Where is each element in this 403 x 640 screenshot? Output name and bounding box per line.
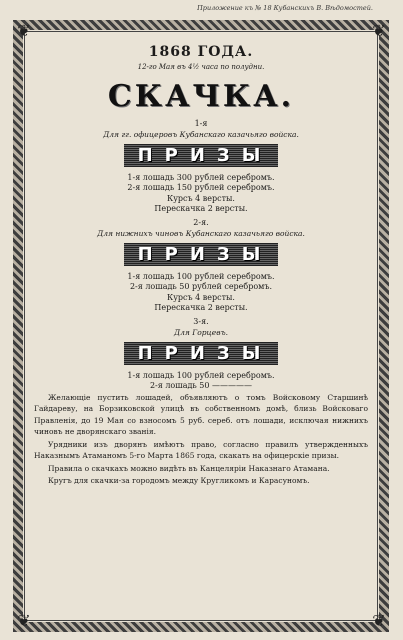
race-subtitle: Для Горцевъ.	[174, 328, 228, 337]
poster-title: СКАЧКА.	[107, 79, 295, 114]
prize-line: 1-я лошадь 100 рублей серебромъ.	[127, 370, 275, 380]
prize-line: 2-я лошадь 150 рублей серебромъ.	[127, 183, 275, 192]
race-number: 2-я.	[193, 218, 209, 227]
prize-banner: ПРИЗЫ	[124, 342, 279, 365]
race-date: 12-го Мая въ 4½ часа по полудни.	[137, 63, 265, 71]
supplement-header: Приложение къ № 18 Кубанскихъ В. Вѣдомостей.	[197, 4, 373, 12]
rules-paragraph: Правила о скачкахъ можно видѣть въ Канцеляріи Наказнаго Атамана.	[48, 463, 330, 473]
corner-ornament-icon: ❦	[372, 611, 386, 630]
corner-ornament-icon: ❦	[372, 21, 386, 40]
race-number: 3-я.	[193, 317, 209, 326]
corner-ornament-icon: ❦	[17, 21, 31, 40]
prize-banner: ПРИЗЫ	[124, 243, 279, 266]
course-line: Курсъ 4 версты.	[167, 193, 235, 203]
rules-text	[34, 392, 368, 487]
race-number: 1-я	[194, 119, 208, 128]
prize-banner: ПРИЗЫ	[124, 144, 279, 167]
prize-line: 2-я лошадь 50 рублей серебромъ.	[129, 282, 273, 291]
prize-line: 1-я лошадь 300 рублей серебромъ.	[127, 172, 275, 182]
rules-paragraph: Кругъ для скачки-за городомъ между Кругликомъ и Карасуномъ.	[48, 476, 310, 485]
course-line: Курсъ 4 версты.	[167, 292, 235, 302]
course-line: Перескачка 2 версты.	[154, 204, 248, 213]
rules-paragraph: Урядники изъ дворянъ имѣютъ право, согласно правилъ утвержденныхъ Наказнымъ Атаманомъ 5-го Марта 1865 года, скакать на офицерскіе призы.	[34, 439, 368, 460]
race-section-1	[34, 119, 368, 213]
race-section-3	[34, 317, 368, 390]
prize-line: 2-я лошадь 50 —————	[149, 381, 253, 390]
poster-content	[34, 40, 368, 488]
year-heading: 1868 ГОДА.	[148, 44, 254, 60]
course-line: Перескачка 2 версты.	[154, 303, 248, 312]
rules-paragraph: Желающіе пустить лошадей, объявляютъ о томъ Войсковому Старшинѣ Гайдареву, на Борзиковской улицѣ въ собственномъ домѣ, близь Войсковаго Правленія, до 19 Мая со взносомъ 5 руб. сереб. отъ лошади, исключая нижнихъ чиновъ не дворянскаго званія.	[34, 392, 368, 436]
corner-ornament-icon: ❦	[17, 611, 31, 630]
race-subtitle: Для гг. офицеровъ Кубанскаго казачьяго войска.	[103, 130, 299, 139]
race-section-2	[34, 218, 368, 312]
race-subtitle: Для нижнихъ чиновъ Кубанскаго казачьяго войска.	[97, 229, 305, 238]
prize-line: 1-я лошадь 100 рублей серебромъ.	[127, 271, 275, 281]
